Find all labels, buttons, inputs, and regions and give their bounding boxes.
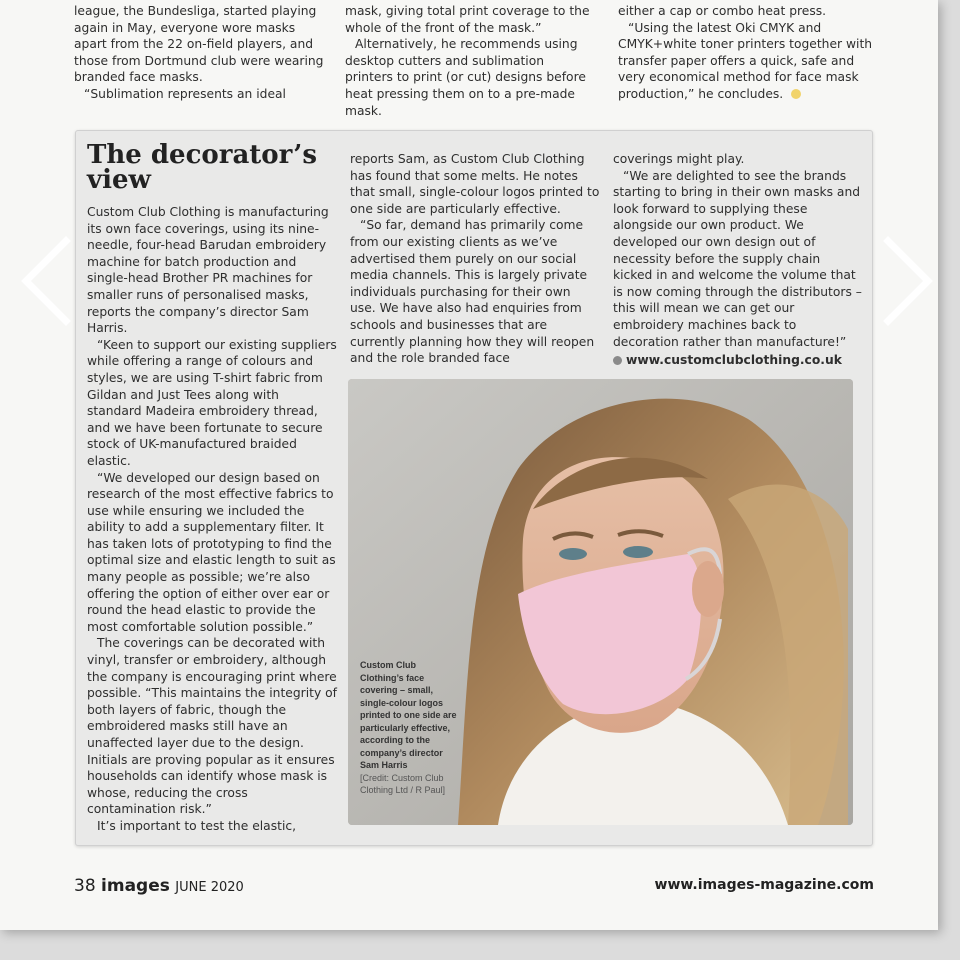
box-col2-para-1: reports Sam, as Custom Club Clothing has found that some melts. He notes that small, single-colour logos printed to one side are particularly effective. xyxy=(350,152,600,216)
chevron-right-icon xyxy=(880,236,940,326)
box-col3-para-1: coverings might play. xyxy=(613,152,745,166)
next-page-button[interactable] xyxy=(880,236,940,326)
box-title: The decorator’s view xyxy=(87,140,317,195)
top-column-2 xyxy=(345,3,595,119)
sidebar-box xyxy=(75,130,873,846)
page-footer-left xyxy=(74,876,244,896)
box-col1-para-5: It’s important to test the elastic, xyxy=(97,818,297,833)
top-col3-para-2: “Using the latest Oki CMYK and CMYK+white toner printers together with transfer paper offers a quick, safe and very economical method for face mask production,” he concludes. xyxy=(618,20,873,101)
magazine-website[interactable]: www.images-magazine.com xyxy=(654,877,874,893)
chevron-left-icon xyxy=(16,236,76,326)
box-col2-para-2: “So far, demand has primarily come from our existing clients as we’ve advertised them purely on our social media channels. This is largely private individuals purchasing for their own use. We have also had enquiries from schools and businesses that are currently planning how they will reopen and the role branded face xyxy=(350,218,595,366)
box-column-2 xyxy=(350,151,600,367)
top-column-1 xyxy=(74,3,330,103)
box-column-3 xyxy=(613,151,863,369)
previous-page-button[interactable] xyxy=(16,236,76,326)
magazine-name: images xyxy=(101,876,170,896)
top-col1-para-1: league, the Bundesliga, started playing again in May, everyone wore masks apart from the 22 on-field players, and those from Dortmund club were wearing branded face masks. xyxy=(74,4,324,85)
page-number: 38 xyxy=(74,876,96,896)
issue-date: JUNE 2020 xyxy=(175,880,244,895)
box-col1-para-4: The coverings can be decorated with vinyl, transfer or embroidery, although the company is encouraging print where possible. “This maintains the integrity of both layers of fabric, though the embroidered masks still have an unaffected layer due to the design. Initials are proving popular as it ensures households can identify whose mask is whose, reducing the cross contamination risk.” xyxy=(87,636,338,817)
top-col3-para-2-wrap xyxy=(618,20,878,103)
box-col3-para-2: “We are delighted to see the brands starting to bring in their own masks and look forward to supplying these alongside our own product. We developed our own design out of necessity before the supply chain kicked in and welcome the volume that is now coming through the distributors – this will mean we can get our embroidery machines back to decoration rather than manufacture!” xyxy=(613,168,862,349)
top-col2-para-2: Alternatively, he recommends using desktop cutters and sublimation printers to print (or cut) designs before heat pressing them on to a pre-made mask. xyxy=(345,37,586,118)
top-column-3 xyxy=(618,3,878,103)
box-website-line xyxy=(613,352,863,369)
photo-caption xyxy=(360,659,460,797)
mask-photo xyxy=(348,379,853,825)
caption-credit: [Credit: Custom Club Clothing Ltd / R Paul] xyxy=(360,772,446,795)
box-website-link[interactable]: www.customclubclothing.co.uk xyxy=(626,353,842,368)
top-col1-para-2: “Sublimation represents an ideal xyxy=(84,86,286,101)
bullet-icon xyxy=(613,356,622,365)
top-col2-para-1: mask, giving total print coverage to the whole of the front of the mask.” xyxy=(345,4,590,35)
top-col3-para-1: either a cap or combo heat press. xyxy=(618,4,827,18)
caption-text: Custom Club Clothing’s face covering – small, single-colour logos printed to one side are particularly effective, according to the company’s director Sam Harris xyxy=(360,660,457,770)
article-end-mark-icon xyxy=(791,89,801,99)
box-col1-para-3: “We developed our design based on research of the most effective fabrics to use while ensuring we included the ability to add a supplementary filter. It has taken lots of prototyping to find the optimal size and elastic length to suit as many people as possible; we’re also offering the option of either over ear or round the head elastic to provide the most comfortable solution possible.” xyxy=(87,470,336,634)
box-col1-para-1: Custom Club Clothing is manufacturing its own face coverings, using its nine-needle, four-head Barudan embroidery machine for batch production and single-head Brother PR machines for smaller runs of personalised masks, reports the company’s director Sam Harris. xyxy=(87,205,329,336)
box-column-1 xyxy=(87,204,337,835)
box-col1-para-2: “Keen to support our existing suppliers while offering a range of colours and styles, we are using T-shirt fabric from Gildan and Just Tees along with standard Madeira embroidery thread, and we have been fortunate to secure stock of UK-manufactured braided elastic. xyxy=(87,337,337,468)
